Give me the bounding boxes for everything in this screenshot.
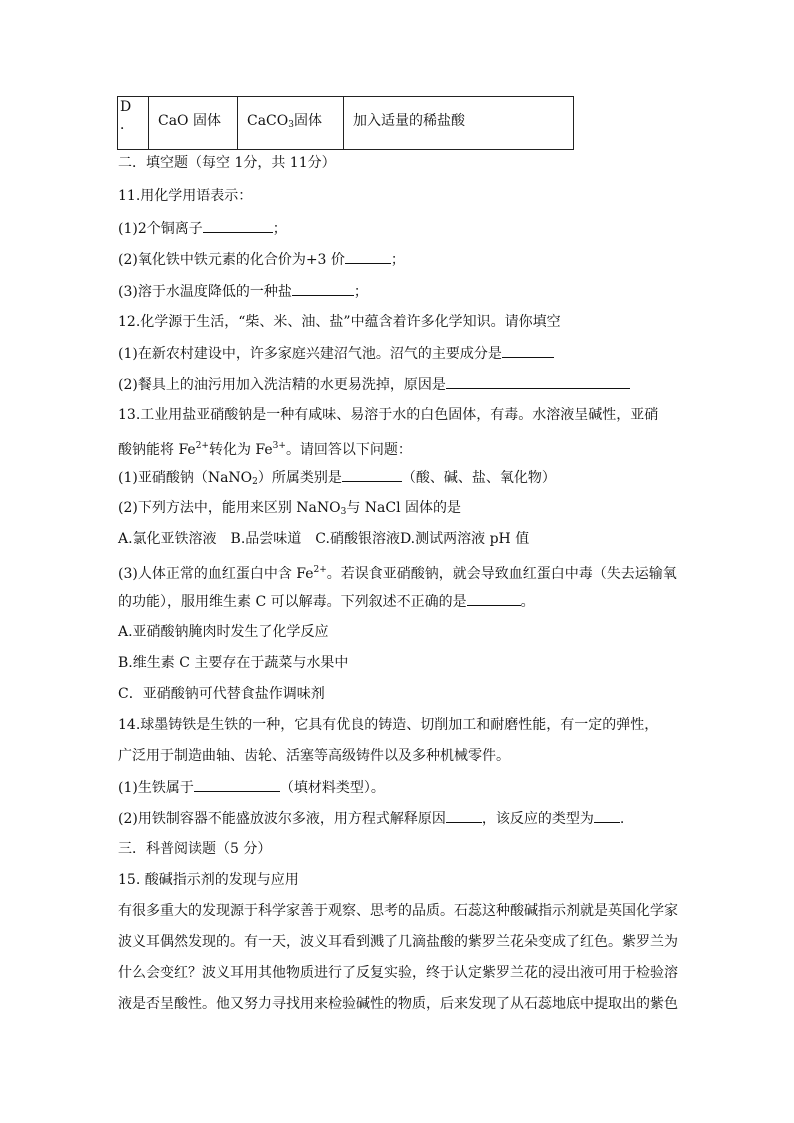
answer-blank[interactable] xyxy=(292,281,354,296)
q13-part2: (2)下列方法中，能用来区别 NaNO$_3$与 NaCl 固体的是 xyxy=(118,500,462,517)
q14-part2: (2)用铁制容器不能盛放波尔多液，用方程式解释原因 ，该反应的类型为 . xyxy=(118,808,624,829)
section-3-heading: 三．科普阅读题（5 分） xyxy=(118,841,272,857)
formula-suffix: 固体 xyxy=(293,113,322,129)
row-label: D xyxy=(120,99,132,115)
q11-part3: (3)溶于水温度降低的一种盐 ； xyxy=(118,281,368,302)
q11-part1: (1)2个铜离子 ； xyxy=(118,218,287,239)
table-row xyxy=(118,97,574,150)
answer-blank[interactable] xyxy=(502,343,554,358)
q12-stem: 12.化学源于生活，“柴、米、油、盐”中蕴含着许多化学知识。请你填空 xyxy=(118,314,561,330)
impurity-text xyxy=(238,97,343,130)
row-label-cell xyxy=(118,97,149,150)
q13-part3-cont: 的功能），服用维生素 C 可以解毒。下列叙述不正确的是 。 xyxy=(118,591,535,612)
answer-blank[interactable] xyxy=(446,808,482,823)
row-label-dot: ． xyxy=(120,117,134,133)
q11-part2: (2)氧化铁中铁元素的化合价为+3 价 ； xyxy=(118,249,405,270)
method-cell xyxy=(344,97,574,150)
q13-option-b: B.维生素 C 主要存在于蔬菜与水果中 xyxy=(118,655,349,671)
answer-blank[interactable] xyxy=(194,777,280,792)
formula-subscript: 3 xyxy=(288,120,294,130)
answer-blank[interactable] xyxy=(467,591,521,606)
q12-part2: (2)餐具上的油污用加入洗洁精的水更易洗掉，原因是 xyxy=(118,374,630,395)
q12-part1: (1)在新农村建设中，许多家庭兴建沼气池。沼气的主要成分是 xyxy=(118,343,554,364)
q13-part1: (1)亚硝酸钠（NaNO$_2$）所属类别是 （酸、碱、盐、氧化物） xyxy=(118,467,556,492)
q14-part1: (1)生铁属于 （填材料类型）。 xyxy=(118,777,385,798)
answer-blank[interactable] xyxy=(342,467,402,482)
q13-option-a: A.亚硝酸钠腌肉时发生了化学反应 xyxy=(118,624,329,640)
q15-paragraph-line-3: 什么会变红？波义耳用其他物质进行了反复实验，终于认定紫罗兰花的浸出液可用于检验溶 xyxy=(118,965,678,981)
q13-part3: (3)人体正常的血红蛋白中含 $Fe^{2+}$。若误食亚硝酸钠，就会导致血红蛋白中毒（失去运输氧 xyxy=(118,565,677,582)
answer-blank[interactable] xyxy=(594,808,620,823)
q14-stem-2: 广泛用于制造曲轴、齿轮、活塞等高级铸件以及多种机械零件。 xyxy=(118,748,510,764)
q11-stem: 11.用化学用语表示： xyxy=(118,188,253,204)
q15-paragraph-line-4: 液是否呈酸性。他又努力寻找用来检验碱性的物质，后来发现了从石蕊地底中提取出的紫色 xyxy=(118,996,678,1012)
q13-part2-options: A.氯化亚铁溶液 B.品尝味道 C.硝酸银溶液D.测试两溶液 pH 值 xyxy=(118,531,530,547)
formula-main: CaCO xyxy=(247,113,289,129)
q15-paragraph-line-2: 波义耳偶然发现的。有一天，波义耳看到溅了几滴盐酸的紫罗兰花朵变成了红色。紫罗兰为 xyxy=(118,934,678,950)
q15-title: 15. 酸碱指示剂的发现与应用 xyxy=(118,872,299,888)
impurity-cell xyxy=(238,97,344,150)
section-2-heading: 二．填空题（每空 1分，共 11分） xyxy=(118,155,336,171)
answer-blank[interactable] xyxy=(203,218,273,233)
q13-stem-2: 酸钠能将 $Fe^{2+}$转化为 $Fe^{3+}$。请回答以下问题： xyxy=(118,441,412,458)
answer-blank[interactable] xyxy=(446,374,630,389)
q15-paragraph-line-1: 有很多重大的发现源于科学家善于观察、思考的品质。石蕊这种酸碱指示剂就是英国化学家 xyxy=(118,903,678,919)
substance-cell xyxy=(149,97,238,150)
q13-option-c: C．亚硝酸钠可代替食盐作调味剂 xyxy=(118,686,325,702)
option-table xyxy=(117,96,574,150)
substance-text: CaO 固体 xyxy=(158,113,221,129)
q13-stem: 13.工业用盐亚硝酸钠是一种有咸味、易溶于水的白色固体，有毒。水溶液呈碱性，亚硝 xyxy=(118,407,659,423)
q14-stem: 14.球墨铸铁是生铁的一种，它具有优良的铸造、切削加工和耐磨性能，有一定的弹性， xyxy=(118,717,659,733)
answer-blank[interactable] xyxy=(345,249,391,264)
method-text: 加入适量的稀盐酸 xyxy=(353,113,465,129)
